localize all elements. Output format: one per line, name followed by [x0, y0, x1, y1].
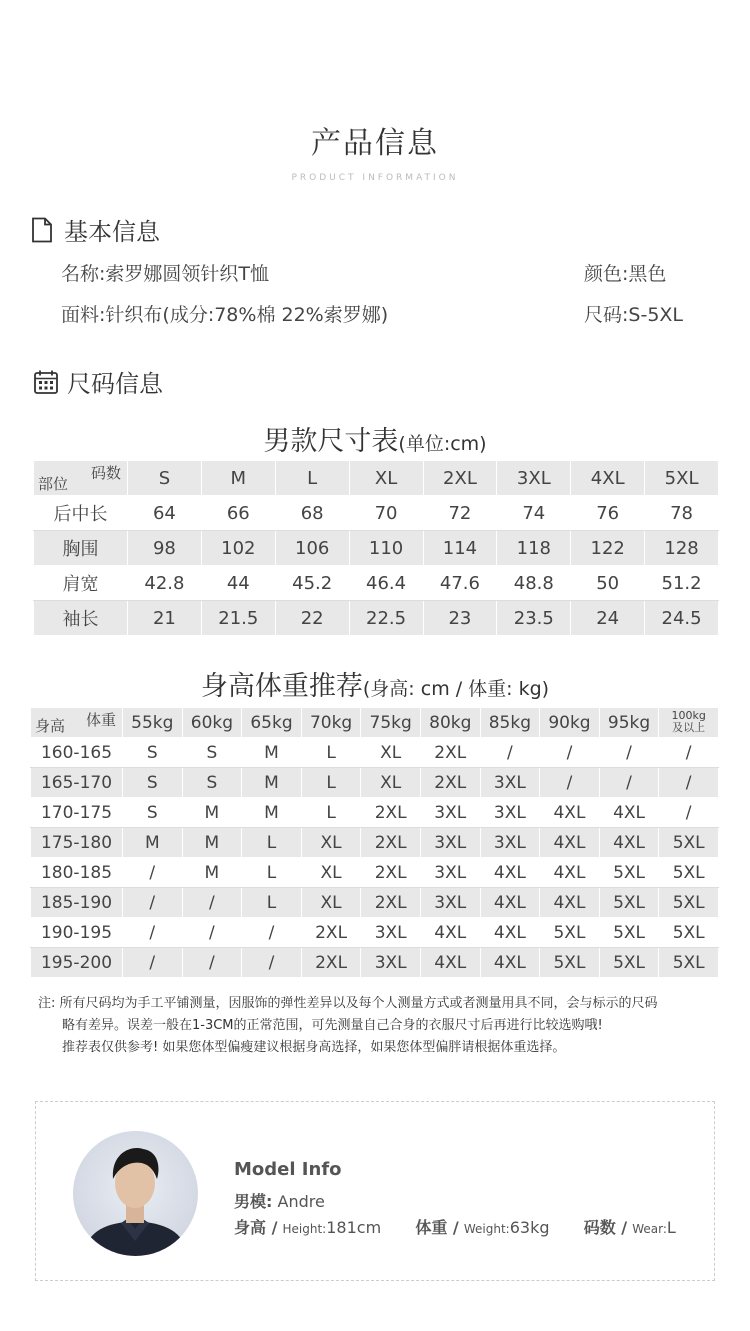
rec-last-col-line1: 100kg [671, 708, 706, 722]
rec-cell: M [182, 828, 242, 858]
size-cell: 110 [349, 531, 423, 566]
rec-cell: / [659, 798, 719, 828]
rec-cell: / [659, 738, 719, 768]
size-corner-cell [34, 461, 128, 496]
rec-column-header-last [659, 708, 719, 738]
rec-cell: XL [301, 888, 361, 918]
rec-cell: / [480, 738, 540, 768]
size-cell: 23.5 [497, 601, 571, 636]
rec-cell: / [242, 948, 302, 978]
size-cell: 48.8 [497, 566, 571, 601]
rec-cell: 5XL [599, 888, 659, 918]
rec-cell: / [659, 768, 719, 798]
size-cell: 74 [497, 496, 571, 531]
size-cell: 45.2 [275, 566, 349, 601]
size-cell: 68 [275, 496, 349, 531]
rec-cell: / [242, 918, 302, 948]
rec-row [31, 738, 719, 768]
rec-cell: 5XL [599, 948, 659, 978]
rec-cell: / [123, 948, 183, 978]
size-table [33, 460, 719, 636]
rec-cell: 5XL [659, 918, 719, 948]
rec-row [31, 858, 719, 888]
rec-cell: L [242, 888, 302, 918]
size-cell: 64 [128, 496, 202, 531]
rec-cell: S [123, 798, 183, 828]
rec-cell: M [242, 738, 302, 768]
rec-cell: 2XL [361, 888, 421, 918]
rec-cell: 4XL [480, 858, 540, 888]
size-cell: 98 [128, 531, 202, 566]
size-cell: 78 [645, 496, 719, 531]
size-row [34, 601, 719, 636]
rec-cell: 4XL [540, 798, 600, 828]
rec-table-unit: (身高: cm / 体重: kg) [362, 678, 550, 700]
document-icon [30, 217, 56, 243]
note-line-1: 注: 所有尺码均为手工平铺测量，因服饰的弹性差异以及每个人测量方式或者测量用具不同，会与标示的尺码 [38, 996, 658, 1011]
size-cell: 46.4 [349, 566, 423, 601]
rec-header-row [31, 708, 719, 738]
model-name: Andre [277, 1192, 325, 1211]
rec-cell: 4XL [540, 858, 600, 888]
rec-cell: L [301, 798, 361, 828]
rec-cell: / [599, 768, 659, 798]
rec-row-label: 185-190 [31, 888, 123, 918]
rec-cell: / [182, 888, 242, 918]
rec-cell: M [182, 798, 242, 828]
size-column-header: L [275, 461, 349, 496]
size-column-header: XL [349, 461, 423, 496]
rec-cell: 5XL [659, 948, 719, 978]
size-cell: 23 [423, 601, 497, 636]
size-table-title-text: 男款尺寸表 [263, 426, 399, 457]
rec-cell: 3XL [420, 888, 480, 918]
rec-cell: 4XL [480, 948, 540, 978]
rec-column-header: 70kg [301, 708, 361, 738]
rec-cell: S [123, 768, 183, 798]
rec-corner-bottom: 身高 [35, 717, 66, 735]
rec-row-label: 170-175 [31, 798, 123, 828]
rec-cell: / [540, 738, 600, 768]
rec-cell: 4XL [599, 828, 659, 858]
page-subtitle: PRODUCT INFORMATION [291, 173, 459, 183]
rec-row [31, 948, 719, 978]
size-cell: 106 [275, 531, 349, 566]
rec-cell: M [123, 828, 183, 858]
rec-table-title [0, 664, 750, 703]
rec-cell: / [599, 738, 659, 768]
model-name-line [234, 1189, 325, 1212]
model-weight: 63kg [509, 1218, 550, 1237]
size-column-header: 3XL [497, 461, 571, 496]
size-row [34, 531, 719, 566]
rec-cell: 3XL [480, 828, 540, 858]
rec-cell: 3XL [420, 828, 480, 858]
size-info-heading [33, 364, 163, 399]
size-cell: 47.6 [423, 566, 497, 601]
rec-row [31, 888, 719, 918]
size-cell: 51.2 [645, 566, 719, 601]
rec-row-label: 195-200 [31, 948, 123, 978]
size-table-unit: (单位:cm) [398, 433, 487, 455]
size-column-header: S [128, 461, 202, 496]
rec-cell: 2XL [361, 798, 421, 828]
rec-corner-cell [31, 708, 123, 738]
model-height-en: Height: [282, 1222, 327, 1236]
rec-row [31, 768, 719, 798]
rec-cell: 3XL [420, 858, 480, 888]
size-column-header: 2XL [423, 461, 497, 496]
size-row-label: 后中长 [34, 496, 128, 531]
size-column-header: M [201, 461, 275, 496]
page-title: 产品信息 [311, 126, 439, 161]
size-cell: 72 [423, 496, 497, 531]
size-cell: 50 [571, 566, 645, 601]
rec-cell: 2XL [301, 918, 361, 948]
rec-cell: 2XL [361, 858, 421, 888]
rec-cell: M [242, 768, 302, 798]
rec-cell: XL [301, 828, 361, 858]
model-stats-line [234, 1215, 676, 1238]
calendar-icon [33, 369, 59, 395]
size-cell: 128 [645, 531, 719, 566]
rec-cell: 5XL [540, 948, 600, 978]
size-row [34, 566, 719, 601]
product-size-range: 尺码:S-5XL [584, 304, 684, 326]
model-height: 181cm [326, 1218, 382, 1237]
model-height-label: 身高 / [234, 1218, 278, 1237]
rec-cell: 2XL [420, 768, 480, 798]
recommendation-table [30, 707, 719, 978]
rec-cell: 2XL [301, 948, 361, 978]
product-fabric: 面料:针织布(成分:78%棉 22%索罗娜) [61, 304, 389, 326]
rec-last-col-line2: 及以上 [672, 720, 706, 734]
rec-cell: 3XL [420, 798, 480, 828]
rec-cell: 4XL [599, 798, 659, 828]
rec-cell: 5XL [599, 918, 659, 948]
size-corner-top: 码数 [90, 464, 121, 482]
rec-column-header: 65kg [242, 708, 302, 738]
rec-cell: 2XL [361, 828, 421, 858]
rec-corner-top: 体重 [85, 711, 116, 729]
size-table-title [0, 419, 750, 458]
rec-row-label: 165-170 [31, 768, 123, 798]
rec-cell: / [123, 918, 183, 948]
rec-cell: / [540, 768, 600, 798]
size-cell: 70 [349, 496, 423, 531]
size-row [34, 496, 719, 531]
model-size-label: 码数 / [583, 1218, 628, 1237]
rec-cell: 4XL [480, 888, 540, 918]
rec-column-header: 75kg [361, 708, 421, 738]
rec-row-label: 175-180 [31, 828, 123, 858]
rec-cell: M [242, 798, 302, 828]
rec-cell: / [182, 918, 242, 948]
rec-cell: 5XL [659, 858, 719, 888]
size-row-label: 胸围 [34, 531, 128, 566]
rec-row-label: 190-195 [31, 918, 123, 948]
rec-column-header: 90kg [540, 708, 600, 738]
rec-cell: 4XL [420, 948, 480, 978]
rec-cell: 4XL [540, 828, 600, 858]
rec-cell: 5XL [540, 918, 600, 948]
size-cell: 24.5 [645, 601, 719, 636]
note-line-3: 推荐表仅供参考! 如果您体型偏瘦建议根据身高选择，如果您体型偏胖请根据体重选择。 [62, 1040, 566, 1055]
basic-info-title: 基本信息 [64, 218, 160, 246]
model-avatar [73, 1131, 198, 1256]
note-line-2: 略有差异。误差一般在1-3CM的正常范围，可先测量自己合身的衣服尺寸后再进行比较选购哦! [62, 1018, 603, 1033]
size-cell: 102 [201, 531, 275, 566]
size-cell: 22.5 [349, 601, 423, 636]
rec-cell: S [182, 768, 242, 798]
model-info-title: Model Info [234, 1159, 342, 1180]
rec-row [31, 828, 719, 858]
rec-cell: L [301, 768, 361, 798]
rec-cell: / [123, 858, 183, 888]
rec-cell: XL [361, 768, 421, 798]
rec-cell: 3XL [480, 798, 540, 828]
model-size: L [666, 1218, 676, 1237]
model-size-en: Wear: [632, 1222, 667, 1236]
rec-column-header: 60kg [182, 708, 242, 738]
rec-cell: L [242, 858, 302, 888]
rec-cell: 5XL [599, 858, 659, 888]
rec-row [31, 798, 719, 828]
rec-table-title-text: 身高体重推荐 [200, 671, 363, 702]
rec-cell: XL [361, 738, 421, 768]
model-weight-en: Weight: [463, 1222, 510, 1236]
rec-cell: 3XL [361, 918, 421, 948]
rec-cell: 2XL [420, 738, 480, 768]
rec-column-header: 95kg [599, 708, 659, 738]
model-weight-label: 体重 / [415, 1218, 459, 1237]
size-column-header: 5XL [645, 461, 719, 496]
rec-cell: 3XL [361, 948, 421, 978]
rec-cell: S [182, 738, 242, 768]
rec-cell: 5XL [659, 888, 719, 918]
rec-column-header: 55kg [123, 708, 183, 738]
rec-cell: 4XL [540, 888, 600, 918]
rec-cell: 5XL [659, 828, 719, 858]
rec-cell: S [123, 738, 183, 768]
rec-cell: M [182, 858, 242, 888]
size-cell: 21.5 [201, 601, 275, 636]
product-name: 名称:索罗娜圆领针织T恤 [61, 263, 270, 285]
model-info-card [35, 1101, 715, 1281]
rec-cell: 4XL [480, 918, 540, 948]
size-column-header: 4XL [571, 461, 645, 496]
rec-cell: 4XL [420, 918, 480, 948]
size-cell: 118 [497, 531, 571, 566]
size-info-title: 尺码信息 [67, 370, 163, 398]
rec-cell: L [301, 738, 361, 768]
basic-info-heading [30, 212, 160, 247]
size-cell: 42.8 [128, 566, 202, 601]
size-corner-bottom: 部位 [38, 475, 69, 493]
size-header-row [34, 461, 719, 496]
rec-column-header: 80kg [420, 708, 480, 738]
rec-cell: L [242, 828, 302, 858]
size-cell: 22 [275, 601, 349, 636]
size-cell: 21 [128, 601, 202, 636]
rec-cell: / [123, 888, 183, 918]
size-cell: 114 [423, 531, 497, 566]
size-cell: 24 [571, 601, 645, 636]
rec-cell: 3XL [480, 768, 540, 798]
size-notes [38, 993, 728, 1059]
rec-column-header: 85kg [480, 708, 540, 738]
size-cell: 66 [201, 496, 275, 531]
size-row-label: 肩宽 [34, 566, 128, 601]
size-cell: 44 [201, 566, 275, 601]
rec-row-label: 160-165 [31, 738, 123, 768]
model-name-label: 男模: [234, 1192, 273, 1211]
rec-cell: / [182, 948, 242, 978]
size-cell: 76 [571, 496, 645, 531]
size-cell: 122 [571, 531, 645, 566]
size-row-label: 袖长 [34, 601, 128, 636]
rec-last-col-label [671, 710, 705, 734]
rec-row-label: 180-185 [31, 858, 123, 888]
product-color: 颜色:黑色 [584, 263, 667, 285]
rec-cell: XL [301, 858, 361, 888]
rec-row [31, 918, 719, 948]
